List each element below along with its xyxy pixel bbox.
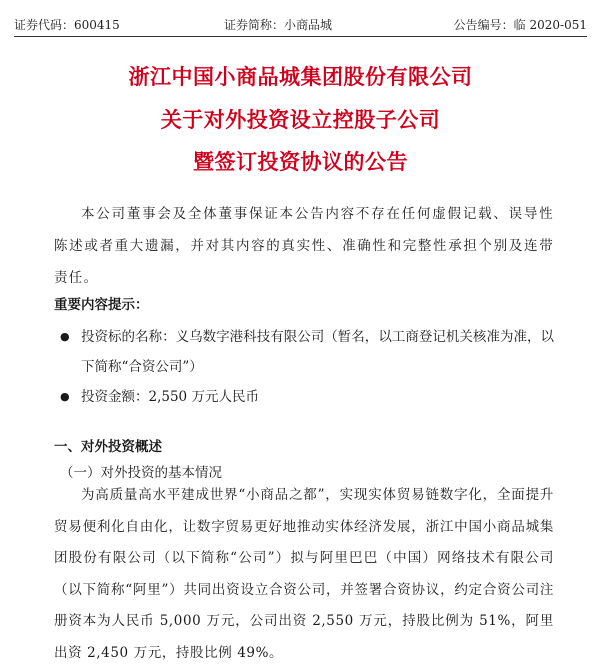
highlight-item <box>60 382 554 412</box>
stock-abbreviation: 证券简称：小商品城 <box>224 18 333 32</box>
section-heading: 一、对外投资概述 <box>54 439 162 455</box>
highlight-item-text: 投资金额：2,550 万元人民币 <box>81 389 259 405</box>
stock-code: 证券代码：600415 <box>14 18 120 32</box>
highlight-item <box>60 322 554 382</box>
highlight-item-text: 投资标的名称：义乌数字港科技有限公司（暂名，以工商登记机关核准为准，以下简称“合资公司”） <box>81 329 554 375</box>
board-statement: 本公司董事会及全体董事保证本公告内容不存在任何虚假记载、误导性陈述或者重大遗漏，并对其内容的真实性、准确性和完整性承担个别及连带责任。 <box>54 206 554 286</box>
bullet-dot-icon: ● <box>60 330 70 343</box>
title-line-2: 关于对外投资设立控股子公司 <box>160 107 441 132</box>
subsection-heading: （一）对外投资的基本情况 <box>60 465 222 481</box>
notice-number: 公告编号：临 2020-051 <box>453 18 587 32</box>
title-line-3: 暨签订投资协议的公告 <box>193 149 408 174</box>
document-header <box>14 14 587 37</box>
title-line-1: 浙江中国小商品城集团股份有限公司 <box>128 64 473 89</box>
highlights-title: 重要内容提示： <box>54 297 149 313</box>
bullet-dot-icon: ● <box>60 390 70 403</box>
section-body-paragraph: 为高质量高水平建成世界“小商品之都”，实现实体贸易链数字化，全面提升贸易便利化自由化，让数字贸易更好地推动实体经济发展，浙江中国小商品城集团股份有限公司（以下简称“公司”）拟与阿里巴巴（中国）网络技术有限公司（以下简称“阿里”）共同出资设立合资公司，并签署合资协议，约定合资公司注册资本为人民币 5,000 万元，公司出资 2,550 万元，持股比例为 51%，阿里出资 2,450 万元，持股比例 49%。 <box>54 487 554 661</box>
